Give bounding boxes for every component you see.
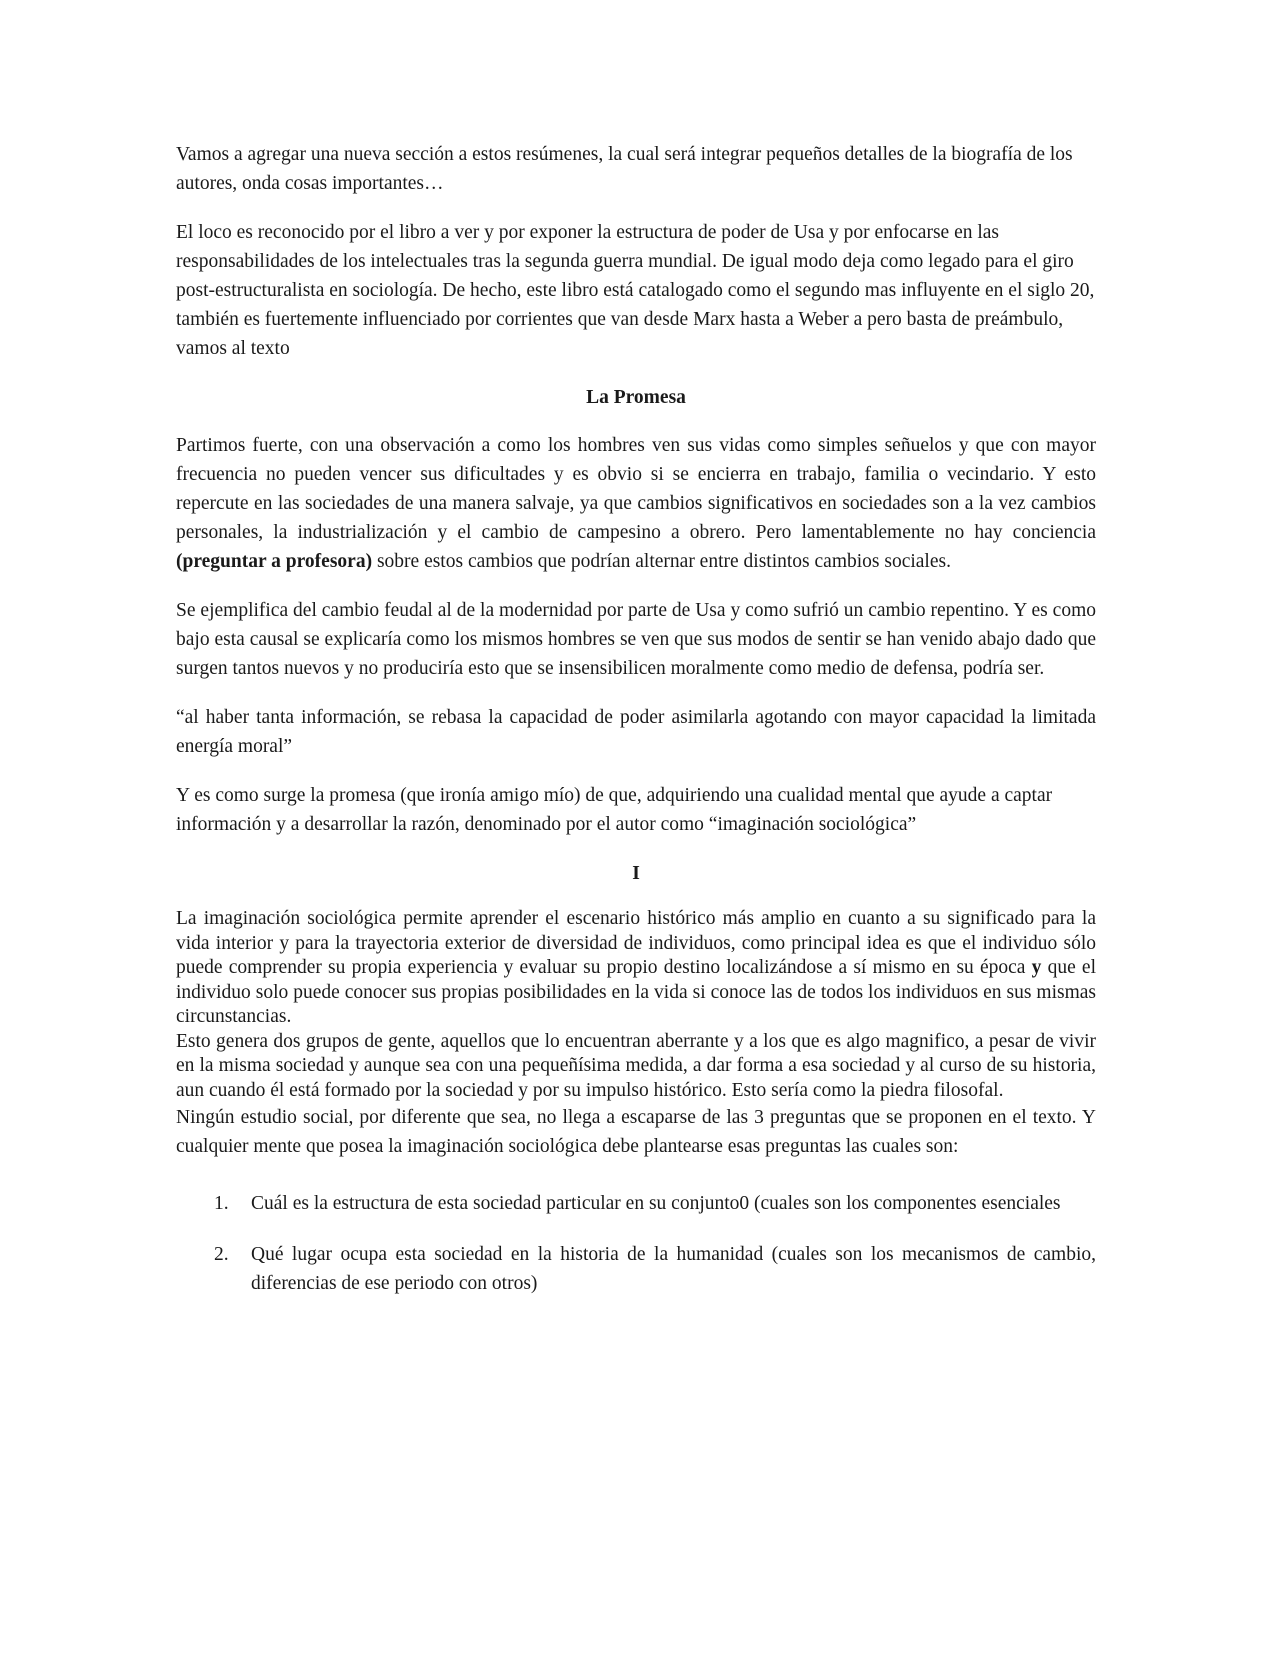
list-item: [176, 1189, 1096, 1219]
section1-paragraph-1-text-a: Partimos fuerte, con una observación a como los hombres ven sus vidas como simples señuelos y que con mayor frecuencia no pueden vencer sus dificultades y es obvio si se encierra en trabajo, familia o vecindario. Y esto repercute en las sociedades de una manera salvaje, ya que cambios significativos en sociedades son a la vez cambios personales, la industrialización y el cambio de campesino a obrero. Pero lamentablemente no hay conciencia: [176, 435, 1096, 543]
section2-paragraph-2: Esto genera dos grupos de gente, aquellos que lo encuentran aberrante y a los que es algo magnifico, a pesar de vivir en la misma sociedad y aunque sea con una pequeñísima medida, a dar forma a esa sociedad y al curso de su historia, aun cuando él está formado por la sociedad y por su impulso histórico. Esto sería como la piedra filosofal.: [176, 1030, 1096, 1101]
list-item: [176, 1240, 1096, 1299]
section2-paragraph-3: Ningún estudio social, por diferente que sea, no llega a escaparse de las 3 preguntas que se proponen en el texto. Y cualquier mente que posea la imaginación sociológica debe plantearse esas preguntas las cuales son:: [176, 1107, 1096, 1157]
section2-paragraph-1-bold: y: [1031, 957, 1042, 978]
section1-paragraph-1-bold: (preguntar a profesora): [176, 551, 373, 572]
intro-paragraph-2: El loco es reconocido por el libro a ver y por exponer la estructura de poder de Usa y por enfocarse en las responsabilidades de los intelectuales tras la segunda guerra mundial. De igual modo deja como legado para el giro post-estructuralista en sociología. De hecho, este libro está catalogado como el segundo mas influyente en el siglo 20, también es fuertemente influenciado por corrientes que van desde Marx hasta a Weber a pero basta de preámbulo, vamos al texto: [176, 222, 1095, 359]
list-item-text: Cuál es la estructura de esta sociedad particular en su conjunto0 (cuales son los componentes esenciales: [251, 1193, 1061, 1214]
section1-paragraph-3: Y es como surge la promesa (que ironía amigo mío) de que, adquiriendo una cualidad mental que ayude a captar información y a desarrollar la razón, denominado por el autor como “imaginación sociológica”: [176, 785, 1053, 835]
section-heading-la-promesa: La Promesa: [586, 387, 686, 408]
section1-paragraph-2: Se ejemplifica del cambio feudal al de la modernidad por parte de Usa y como sufrió un cambio repentino. Y es como bajo esta causal se explicaría como los mismos hombres se ven que sus modos de sentir se han venido abajo dado que surgen tantos nuevos y no produciría esto que se insensibilicen moralmente como medio de defensa, podría ser.: [176, 600, 1096, 679]
intro-paragraph-1: Vamos a agregar una nueva sección a estos resúmenes, la cual será integrar pequeños detalles de la biografía de los autores, onda cosas importantes…: [176, 144, 1073, 194]
questions-list: [176, 1189, 1096, 1299]
section1-paragraph-1-text-b: sobre estos cambios que podrían alternar entre distintos cambios sociales.: [372, 551, 951, 572]
section1-paragraph-1: [176, 431, 1096, 576]
section2-paragraph-1-text-b: que el individuo solo puede conocer sus propias posibilidades en la vida si conoce las de todos los individuos en sus mismas circunstancias.: [176, 957, 1096, 1027]
section-heading-i: I: [632, 863, 640, 884]
section1-quote: “al haber tanta información, se rebasa la capacidad de poder asimilarla agotando con mayor capacidad la limitada energía moral”: [176, 707, 1096, 757]
section2-paragraph-1: [176, 907, 1096, 1030]
section2-paragraph-1-text-a: La imaginación sociológica permite aprender el escenario histórico más amplio en cuanto a su significado para la vida interior y para la trayectoria exterior de diversidad de individuos, como principal idea es que el individuo sólo puede comprender su propia experiencia y evaluar su propio destino localizándose a sí mismo en su época: [176, 908, 1096, 978]
document-page: [176, 140, 1096, 1320]
list-item-number: 1.: [214, 1193, 229, 1214]
list-item-text: Qué lugar ocupa esta sociedad en la historia de la humanidad (cuales son los mecanismos de cambio, diferencias de ese periodo con otros): [251, 1243, 1096, 1294]
list-item-number: 2.: [214, 1243, 229, 1265]
